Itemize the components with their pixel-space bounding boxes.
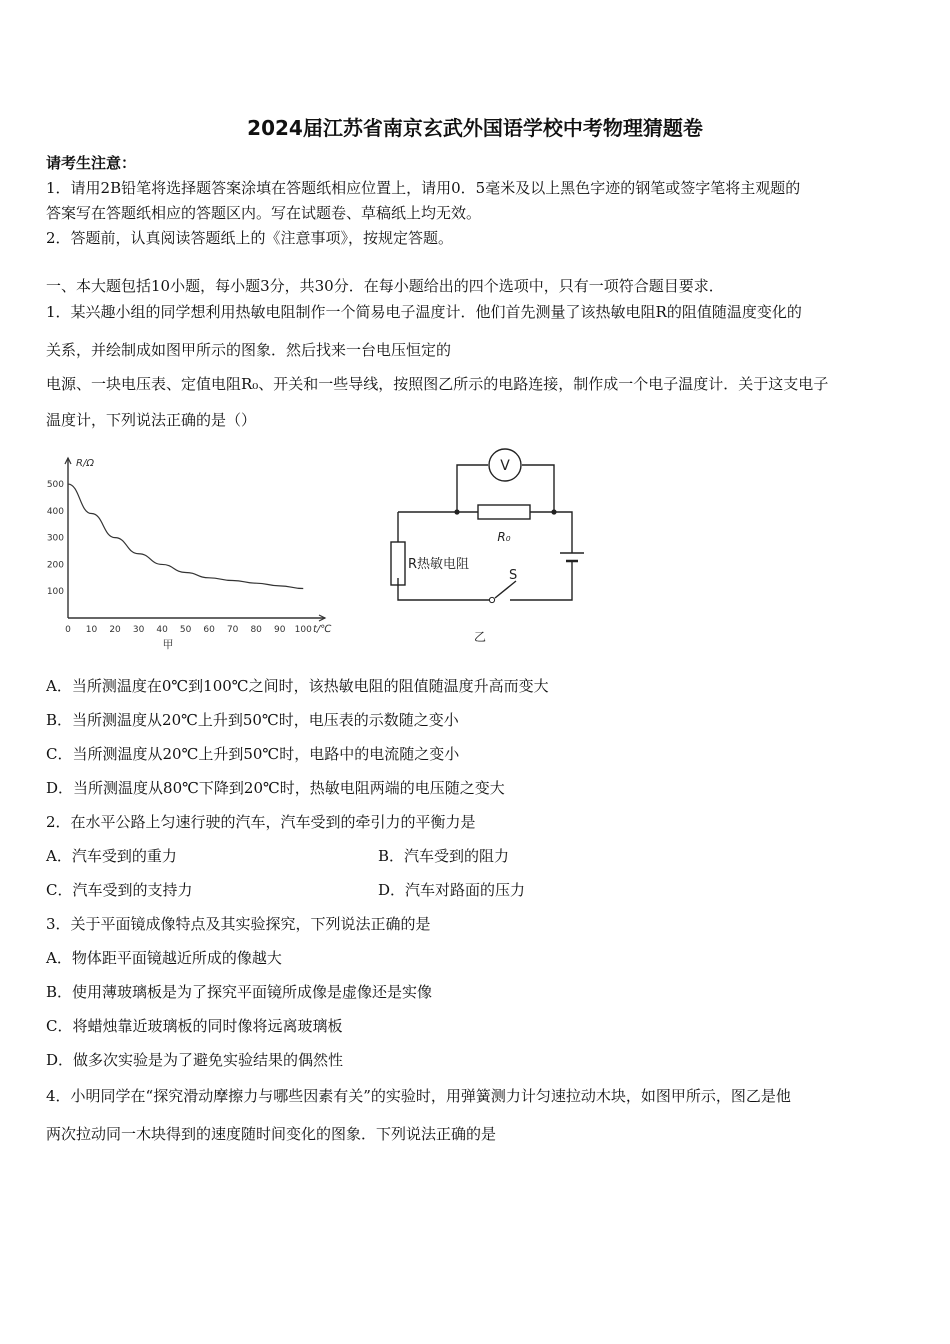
fixed-resistor-label: R₀ [497,530,511,544]
fixed-resistor-icon [478,505,530,519]
x-tick-label: 0 [65,625,71,635]
q4-stem-line: 4．小明同学在“探究滑动摩擦力与哪些因素有关”的实验时，用弹簧测力计匀速拉动木块，如图甲所示，图乙是他 [46,1087,791,1105]
notice-heading: 请考生注意： [46,154,137,172]
page-title: 2024届江苏省南京玄武外国语学校中考物理猜题卷 [247,116,703,140]
thermistor-label: R热敏电阻 [408,557,470,572]
switch-icon [495,581,516,598]
y-tick-label: 300 [46,533,64,544]
notice-line: 答案写在答题纸相应的答题区内。写在试题卷、草稿纸上均无效。 [46,204,482,222]
q2-option-d: D．汽车对路面的压力 [378,881,526,899]
y-tick-label: 500 [46,480,64,491]
q1-stem-line: 电源、一块电压表、定值电阻R₀、开关和一些导线，按照图乙所示的电路连接，制作成一个电子温度计．关于这支电子 [46,375,829,393]
q3-stem: 3．关于平面镜成像特点及其实验探究，下列说法正确的是 [46,915,431,933]
x-tick-label: 50 [179,625,192,635]
section-heading: 一、本大题包括10小题，每小题3分，共30分．在每小题给出的四个选项中，只有一项符合题目要求． [46,277,724,295]
q1-option-c: C．当所测温度从20℃上升到50℃时，电路中的电流随之变小 [46,745,460,763]
q3-option-d: D．做多次实验是为了避免实验结果的偶然性 [46,1051,344,1069]
q2-option-a: A．汽车受到的重力 [46,847,177,865]
q2-option-c: C．汽车受到的支持力 [46,881,193,899]
x-tick-label: 80 [250,625,262,635]
switch-contact [489,597,494,602]
chart-caption: 甲 [162,638,174,651]
q1-option-d: D．当所测温度从80℃下降到20℃时，热敏电阻两端的电压随之变大 [46,779,505,797]
q1-stem-line: 温度计，下列说法正确的是（） [46,411,257,429]
notice-line: 1．请用2B铅笔将选择题答案涂填在答题纸相应位置上，请用0．5毫米及以上黑色字迹的钢笔或签字笔将主观题的 [46,179,801,197]
x-tick-label: 40 [156,625,168,635]
x-tick-label: 100 [294,625,312,635]
circuit-caption: 乙 [473,630,487,644]
voltmeter-label: V [500,458,510,474]
x-tick-label: 10 [85,625,98,635]
resistance-curve [68,484,303,588]
wire [510,561,572,600]
x-tick-label: 60 [203,625,215,635]
resistance-temperature-chart [40,452,340,652]
q2-stem: 2．在水平公路上匀速行驶的汽车，汽车受到的牵引力的平衡力是 [46,813,476,831]
wire [530,512,572,553]
y-tick-label: 400 [46,506,64,517]
q1-stem-line: 关系，并绘制成如图甲所示的图象．然后找来一台电压恒定的 [46,341,452,359]
q1-option-b: B．当所测温度从20℃上升到50℃时，电压表的示数随之变小 [46,711,459,729]
wire [398,578,490,600]
circuit-diagram [380,445,590,645]
junction-node [551,509,556,514]
junction-node [454,509,459,514]
x-tick-label: 90 [273,625,286,635]
x-tick-label: 20 [109,625,121,635]
q3-option-c: C．将蜡烛靠近玻璃板的同时像将远离玻璃板 [46,1017,343,1035]
q1-stem-line: 1．某兴趣小组的同学想利用热敏电阻制作一个简易电子温度计．他们首先测量了该热敏电阻R的阻值随温度变化的 [46,303,802,321]
y-tick-label: 200 [46,560,64,571]
x-axis-label: t/℃ [313,624,332,635]
y-axis-label: R/Ω [76,458,94,469]
q1-option-a: A．当所测温度在0℃到100℃之间时，该热敏电阻的阻值随温度升高而变大 [46,677,549,695]
x-tick-label: 30 [132,625,145,635]
q4-stem-line: 两次拉动同一木块得到的速度随时间变化的图象．下列说法正确的是 [46,1125,497,1143]
q3-option-b: B．使用薄玻璃板是为了探究平面镜所成像是虚像还是实像 [46,983,433,1001]
x-tick-label: 70 [226,625,239,635]
switch-label: S [509,568,518,583]
notice-line: 2．答题前，认真阅读答题纸上的《注意事项》，按规定答题。 [46,229,454,247]
y-tick-label: 100 [46,587,64,598]
q3-option-a: A．物体距平面镜越近所成的像越大 [46,949,282,967]
q2-option-b: B．汽车受到的阻力 [378,847,510,865]
